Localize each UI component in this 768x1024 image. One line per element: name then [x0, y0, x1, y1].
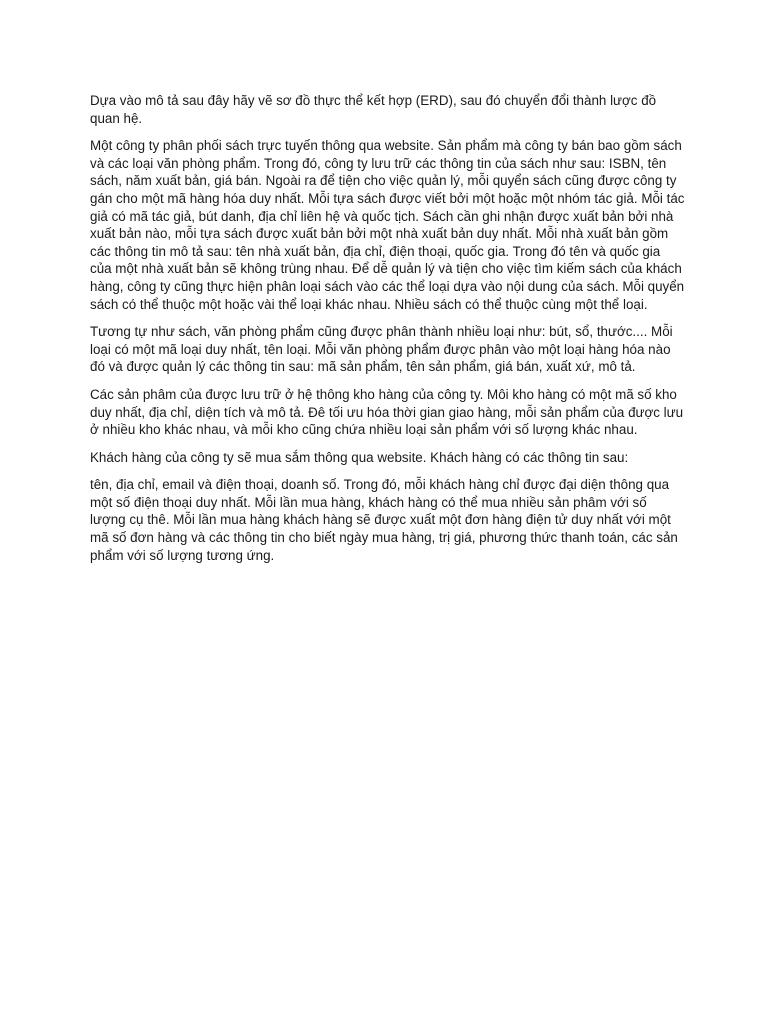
instruction-paragraph: Dựa vào mô tả sau đây hãy vẽ sơ đồ thực thể kết hợp (ERD), sau đó chuyển đổi thành lược đồ quan hệ.	[90, 93, 657, 126]
customer-intro-paragraph: Khách hàng của công ty sẽ mua sắm thông qua website. Khách hàng có các thông tin sau:	[90, 449, 629, 465]
warehouse-description-paragraph: Các sản phâm của được lưu trữ ở hệ thông kho hàng của công ty. Môi kho hàng có một mã số kho duy nhất, địa chỉ, diện tích và mô tả. Đê tối ưu hóa thời gian giao hàng, mỗi sản phẩm của được lưu ở nhiều kho khác nhau, và mỗi kho cũng chứa nhiều loại sản phẩm với số lượng khác nhau.	[90, 386, 684, 438]
document-body	[90, 92, 685, 574]
customer-details-paragraph: tên, địa chỉ, email và điện thoại, doanh số. Trong đó, mỗi khách hàng chỉ được đại diện thông qua một số điện thoại duy nhất. Mỗi lần mua hàng, khách hàng có thể mua nhiều sản phâm với số lượng cụ thê. Mỗi lần mua hàng khách hàng sẽ được xuất một đơn hàng điện tử duy nhất với một mã số đơn hàng và các thông tin cho biết ngày mua hàng, trị giá, phương thức thanh toán, các sản phẩm với số lượng tương ứng.	[90, 477, 678, 563]
book-description-paragraph: Một công ty phân phối sách trực tuyến thông qua website. Sản phẩm mà công ty bán bao gồm sách và các loại văn phòng phẩm. Trong đó, công ty lưu trữ các thông tin của sách như sau: ISBN, tên sách, năm xuất bản, giá bán. Ngoài ra để tiện cho việc quản lý, mỗi quyển sách cũng được công ty gán cho một mã hàng hóa duy nhất. Mỗi tựa sách được viết bởi một hoặc một nhóm tác giả. Mỗi tác giả có mã tác giả, bút danh, địa chỉ liên hệ và quốc tịch. Sách cần ghi nhận được xuất bản bởi nhà xuất bản nào, mỗi tựa sách được xuất bản bởi một nhà xuất bản duy nhất. Mỗi nhà xuất bản gồm các thông tin mô tả sau: tên nhà xuất bản, địa chỉ, điện thoại, quốc gia. Trong đó tên và quốc gia của một nhà xuất bản sẽ không trùng nhau. Để dễ quản lý và tiện cho việc tìm kiếm sách của khách hàng, công ty cũng thực hiện phân loại sách vào các thể loại dựa vào nội dung của sách. Mỗi quyển sách có thể thuộc một hoặc vài thể loại khác nhau. Nhiều sách có thể thuộc cùng một thể loại.	[90, 138, 685, 312]
stationery-description-paragraph: Tương tự như sách, văn phòng phẩm cũng được phân thành nhiều loại như: bút, sổ, thước.... Mỗi loại có một mã loại duy nhất, tên loại. Mỗi văn phòng phẩm được phân vào một loại hàng hóa nào đó và được quản lý các thông tin sau: mã sản phẩm, tên sản phẩm, giá bán, xuất xứ, mô tả.	[90, 324, 673, 375]
